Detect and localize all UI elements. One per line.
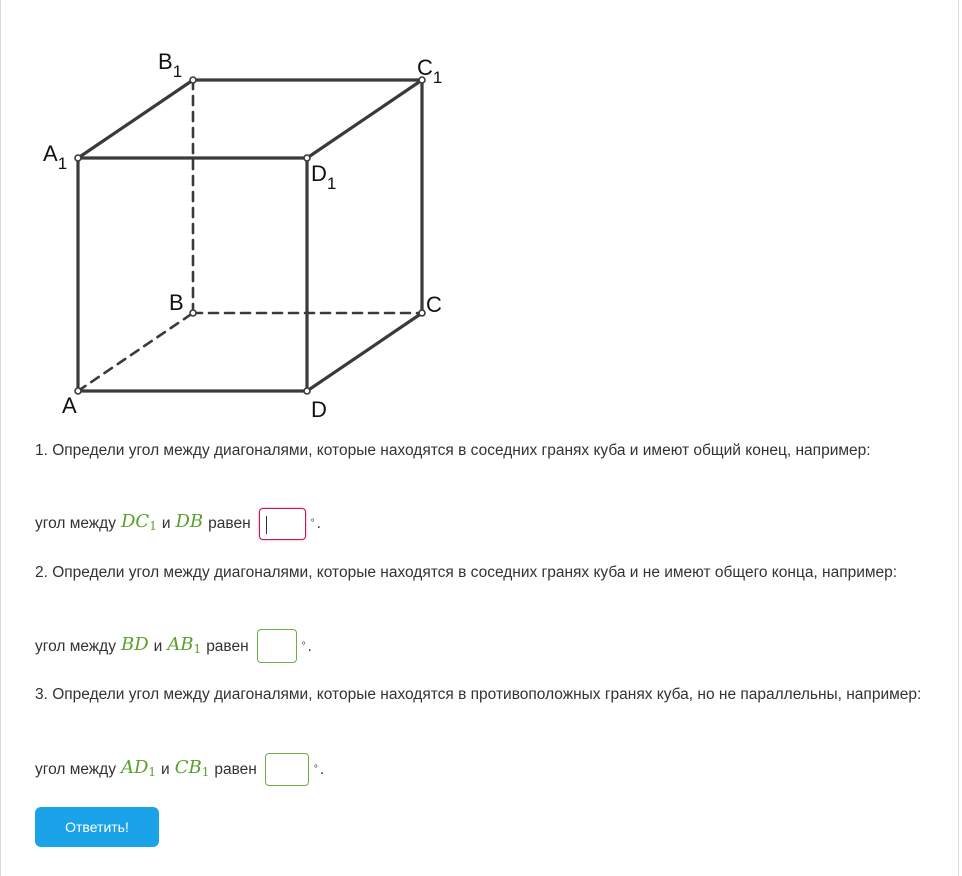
vertex-a1 [75,155,81,161]
angle-input-2[interactable] [257,629,297,663]
edge-a1b1 [78,80,193,158]
degree-sign: ° [313,763,318,775]
degree-sign: ° [301,641,306,652]
answer-prefix: угол между [35,638,116,655]
angle-input-3[interactable] [265,753,309,786]
edge-dc [307,313,422,391]
answer-row-2 [35,631,312,663]
question-2-text: 2. Определи угол между диагоналями, которые находятся в соседних гранях куба и не имеют общего конца, например: [35,564,898,581]
answer-conj: и [153,638,163,655]
period: . [319,760,325,778]
period: . [307,638,312,655]
edge-c1d1 [307,80,422,158]
label-a: A [62,393,77,418]
vertex-b [190,310,196,316]
vertex-d1 [304,155,310,161]
answer-suffix: равен [214,760,257,778]
submit-button[interactable]: Ответить! [35,807,159,847]
line-bd: BD [120,634,149,655]
line-dc1: $DC_1$ [120,511,157,533]
period: . [316,515,321,532]
label-d: D [311,397,327,422]
answer-row-3 [35,753,324,786]
answer-suffix: равен [208,515,251,532]
label-c1: $C_1$ [417,55,443,87]
edge-ab-hidden [78,313,193,391]
answer-prefix: угол между [35,760,116,778]
answer-conj: и [161,760,170,778]
question-1-text: 1. Определи угол между диагоналями, которые находятся в соседних гранях куба и имеют общий конец, например: [35,442,871,459]
label-b1: $B_1$ [158,49,183,81]
question-3-text: 3. Определи угол между диагоналями, которые находятся в противоположных гранях куба, но не параллельны, например: [35,686,922,703]
answer-prefix: угол между [35,515,116,532]
label-d1: $D_1$ [311,161,337,193]
angle-input-1[interactable] [259,508,306,540]
line-cb1: $CB_1$ [174,756,210,779]
line-db: DB [175,511,204,532]
vertex-d [304,388,310,394]
vertex-b1 [190,77,196,83]
answer-suffix: равен [206,638,249,655]
answer-row-1 [35,508,321,540]
frame-right-border [958,0,959,876]
answer-conj: и [161,515,171,532]
text-caret [266,516,267,534]
label-b: B [169,290,184,315]
cube-figure [0,0,480,430]
line-ad1: $AD_1$ [120,756,157,779]
degree-sign: ° [310,518,315,529]
label-a1: $A_1$ [43,141,68,173]
vertex-c [419,310,425,316]
line-ab1: $AB_1$ [167,634,202,656]
label-c: C [426,292,442,317]
